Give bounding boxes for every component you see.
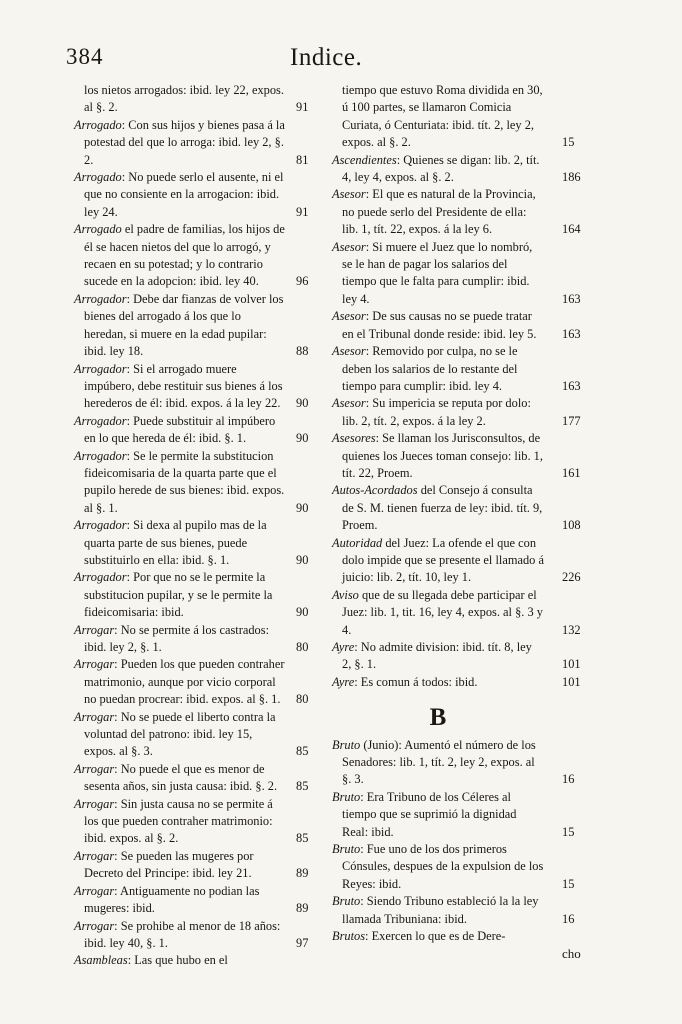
entry-text: : Sin justa causa no se permite á los que pueden contraher matrimonio: ibid. expos. al §. 2.: [84, 796, 273, 846]
entry-text: : Las que hubo en el: [127, 953, 228, 968]
entry-text: : Removido por culpa, no se le deben los salarios de lo restante del tiempo para cumplir: ibid. ley 4.: [342, 344, 518, 393]
entry-page-ref: 89: [296, 901, 309, 916]
entry-page-ref: 132: [562, 622, 581, 637]
entry-text: : Era Tribuno de los Céleres al tiempo que se suprimió la dignidad Real: ibid.: [342, 789, 517, 839]
section-letter: B: [429, 704, 447, 732]
catchword: cho: [562, 946, 581, 961]
entry-text: : Si el arrogado muere impúbero, debe restituir sus bienes á los herederos de él: ibid. expos. á la ley 22.: [84, 361, 283, 411]
entry-text: (Junio): Aumentó el número de los Senadores: lib. 1, tít. 2, ley 2, expos. al §. 3.: [342, 737, 536, 787]
index-entry: [74, 569, 309, 621]
entry-page-ref: 91: [296, 100, 309, 115]
entry-page-ref: 90: [296, 552, 309, 567]
index-entry: [332, 928, 544, 945]
index-entry: [332, 841, 575, 893]
index-entry: [74, 413, 309, 448]
entry-term: Asesores: [332, 431, 376, 446]
index-entry: [332, 430, 581, 482]
index-entry: [332, 482, 581, 534]
right-column: [332, 82, 581, 946]
entry-term: Asambleas: [74, 953, 128, 968]
entry-text: : El que es natural de la Provincia, no puede serlo del Presidente de ella: lib. 1, tít. 22, expos. á la ley 6.: [342, 187, 536, 237]
entry-text: : Puede substituir al impúbero en lo que hereda de él: ibid. §. 1.: [84, 413, 276, 446]
entry-term: Arrogador: [74, 518, 127, 533]
entry-term: Asesor: [332, 239, 366, 254]
index-entry: [332, 535, 581, 587]
entry-term: Autoridad: [332, 535, 383, 550]
entry-text: : De sus causas no se puede tratar en el Tribunal donde reside: ibid. ley 5.: [342, 309, 537, 341]
entry-term: Bruto: [332, 842, 361, 857]
entry-page-ref: 226: [562, 570, 581, 585]
index-entry: [74, 883, 309, 918]
entry-term: Arrogador: [74, 361, 127, 376]
entry-text: : No puede el que es menor de sesenta años, sin justa causa: ibid. §. 2.: [84, 761, 278, 794]
entry-page-ref: 163: [562, 326, 581, 341]
entry-text: : Es comun á todos: ibid.: [354, 674, 478, 689]
index-entry: [332, 587, 581, 639]
entry-term: Bruto: [332, 789, 361, 804]
right-column-a-entries: [332, 82, 581, 691]
entry-page-ref: 91: [296, 204, 309, 219]
entry-term: Arrogar: [74, 796, 115, 811]
index-entry: [74, 82, 309, 117]
entry-page-ref: 89: [296, 866, 309, 881]
entry-term: Bruto: [332, 737, 361, 752]
entry-term: Brutos: [332, 929, 366, 944]
index-entry: [74, 622, 309, 657]
entry-term: Aviso: [332, 587, 359, 602]
entry-page-ref: 163: [562, 291, 581, 306]
entry-page-ref: 108: [562, 518, 581, 533]
index-entry: [74, 448, 309, 518]
entry-page-ref: 101: [562, 674, 581, 689]
entry-term: Ascendientes: [332, 152, 397, 167]
entry-page-ref: 177: [562, 413, 581, 428]
left-column: [74, 82, 309, 970]
entry-page-ref: 90: [296, 431, 309, 446]
entry-term: Arrogar: [74, 761, 115, 776]
entry-text: : Si muere el Juez que lo nombró, se le han de pagar los salarios del tiempo que le falta para cumplir: ibid. ley 4.: [342, 239, 533, 306]
page-number: 384: [66, 44, 104, 69]
entry-text: del Consejo á consulta de S. M. tienen fuerza de ley: ibid. tít. 9, Proem.: [342, 483, 543, 533]
index-entry: [332, 152, 581, 187]
entry-page-ref: 85: [296, 744, 309, 759]
index-entry: [74, 709, 309, 761]
index-entry: [74, 761, 309, 796]
entry-term: Asesor: [332, 396, 366, 411]
entry-term: Arrogar: [74, 918, 115, 933]
index-entry: [332, 343, 581, 395]
index-entry: [332, 308, 581, 343]
index-entry: [74, 221, 309, 291]
entry-text: : Exercen lo que es de Dere-: [365, 929, 506, 944]
entry-page-ref: 16: [562, 772, 575, 787]
index-entry: [332, 674, 581, 691]
entry-page-ref: 85: [296, 831, 309, 846]
entry-page-ref: 15: [562, 824, 575, 839]
entry-term: Ayre: [332, 640, 355, 654]
entry-text: : No puede serlo el ausente, ni el que no consiente en la arrogacion: ibid. ley 24.: [84, 170, 284, 219]
index-entry: [332, 893, 575, 928]
entry-term: Arrogar: [74, 848, 115, 863]
entry-term: Arrogado: [74, 222, 122, 237]
index-entry: [74, 796, 309, 848]
entry-text: : Se le permite la substitucion fideicomisaria de la quarta parte que el pupilo herede de sus bienes: ibid. expos. al §. 1.: [84, 448, 285, 515]
entry-text: el padre de familias, los hijos de él se hacen nietos del que lo arrogó, y recaen en su potestad; y lo contrario sucede en la adopcion: ibid. ley 40.: [84, 222, 285, 289]
index-entry: [332, 737, 575, 789]
index-entry: [74, 918, 309, 953]
entry-term: Arrogador: [74, 448, 127, 463]
entry-text: tiempo que estuvo Roma dividida en 30, ú 100 partes, se llamaron Comicia Curiata, ó Centuriata: ibid. tít. 2, ley 2, expos. al §. 2.: [342, 83, 543, 150]
index-entry: [332, 639, 581, 674]
running-heading: Indice.: [290, 44, 363, 71]
entry-page-ref: 15: [562, 876, 575, 891]
entry-text: : Quienes se digan: lib. 2, tít. 4, ley 4, expos. al §. 2.: [342, 152, 540, 185]
entry-page-ref: 90: [296, 396, 309, 411]
entry-page-ref: 80: [296, 640, 309, 654]
entry-text: : Siendo Tribuno estableció la la ley llamada Tribuniana: ibid.: [342, 894, 539, 926]
entry-page-ref: 90: [296, 605, 309, 620]
entry-text: los nietos arrogados: ibid. ley 22, expos. al §. 2.: [84, 83, 284, 115]
entry-page-ref: 90: [296, 500, 309, 515]
entry-term: Arrogador: [74, 413, 127, 428]
entry-page-ref: 16: [562, 911, 575, 926]
entry-page-ref: 163: [562, 378, 581, 393]
index-entry: [332, 239, 581, 309]
entry-page-ref: 97: [296, 935, 309, 950]
entry-text: : No se permite á los castrados: ibid. ley 2, §. 1.: [84, 622, 270, 654]
entry-term: Asesor: [332, 309, 366, 324]
entry-text: : Fue uno de los dos primeros Cónsules, despues de la expulsion de los Reyes: ibid.: [342, 842, 544, 891]
entry-page-ref: 164: [562, 222, 581, 237]
index-entry: [74, 117, 309, 169]
entry-text: : No se puede el liberto contra la voluntad del patrono: ibid. ley 15, expos. al §. 3.: [84, 709, 276, 759]
entry-text: : Si dexa al pupilo mas de la quarta parte de sus bienes, puede substituirlo en ella: ibid. §. 1.: [84, 518, 267, 567]
index-entry: [332, 395, 581, 430]
entry-text: : Por que no se le permite la substitucion pupilar, y se le permite la fideicomisaria: ibid.: [84, 570, 273, 620]
entry-term: Arrogar: [74, 657, 115, 672]
entry-text: : No admite division: ibid. tít. 8, ley 2, §. 1.: [342, 640, 532, 672]
entry-page-ref: 161: [562, 465, 581, 480]
index-entry: [74, 361, 309, 413]
index-entry: [74, 656, 309, 708]
entry-term: Bruto: [332, 894, 361, 909]
index-entry: [74, 848, 309, 883]
index-entry: [332, 82, 575, 152]
entry-term: Arrogador: [74, 291, 127, 306]
entry-text: : Su impericia se reputa por dolo: lib. 2, tít. 2, expos. á la ley 2.: [342, 396, 531, 428]
entry-text: : Antiguamente no podian las mugeres: ibid.: [84, 883, 260, 916]
entry-text: : Debe dar fianzas de volver los bienes del arrogado á los que lo heredan, si muere en la edad pupilar: ibid. ley 18.: [84, 291, 284, 359]
entry-term: Arrogador: [74, 570, 127, 585]
entry-term: Ayre: [332, 674, 355, 689]
entry-page-ref: 15: [562, 135, 575, 150]
entry-page-ref: 81: [296, 152, 309, 167]
entry-text: que de su llegada debe participar el Juez: lib. 1, tit. 16, ley 4, expos. al §. 3 y 4.: [342, 587, 543, 637]
entry-text: del Juez: La ofende el que con dolo impide que se presente el llamado á juicio: lib. 2, tít. 10, ley 1.: [342, 535, 544, 585]
index-entry: [74, 169, 309, 221]
entry-page-ref: 80: [296, 692, 309, 707]
entry-text: : Se pueden las mugeres por Decreto del Principe: ibid. ley 21.: [84, 848, 254, 881]
entry-page-ref: 88: [296, 344, 309, 359]
right-column-b-entries: [332, 737, 575, 946]
index-entry: [74, 517, 309, 569]
entry-term: Arrogado: [74, 117, 122, 132]
entry-text: : Pueden los que pueden contraher matrimonio, aunque por vicio corporal no puedan procrear: ibid. expos. al §. 1.: [84, 657, 285, 707]
entry-page-ref: 96: [296, 274, 309, 289]
entry-term: Arrogar: [74, 622, 115, 637]
entry-term: Autos-Acordados: [332, 483, 418, 498]
entry-page-ref: 85: [296, 779, 309, 794]
entry-term: Asesor: [332, 187, 366, 202]
index-entry: [332, 789, 575, 841]
index-entry: [74, 291, 309, 361]
entry-term: Arrogar: [74, 883, 115, 898]
entry-term: Arrogar: [74, 709, 115, 724]
entry-text: : Se llaman los Jurisconsultos, de quienes los Jueces toman consejo: lib. 1, tít. 22, Proem.: [342, 431, 543, 480]
entry-text: : Se prohibe al menor de 18 años: ibid. ley 40, §. 1.: [84, 918, 281, 950]
index-entry: [74, 952, 286, 969]
entry-term: Arrogado: [74, 170, 122, 185]
entry-term: Asesor: [332, 344, 366, 359]
entry-page-ref: 101: [562, 657, 581, 672]
index-entry: [332, 186, 581, 238]
entry-text: : Con sus hijos y bienes pasa á la potestad del que lo arroga: ibid. ley 2, §. 2.: [84, 117, 285, 167]
entry-page-ref: 186: [562, 170, 581, 185]
